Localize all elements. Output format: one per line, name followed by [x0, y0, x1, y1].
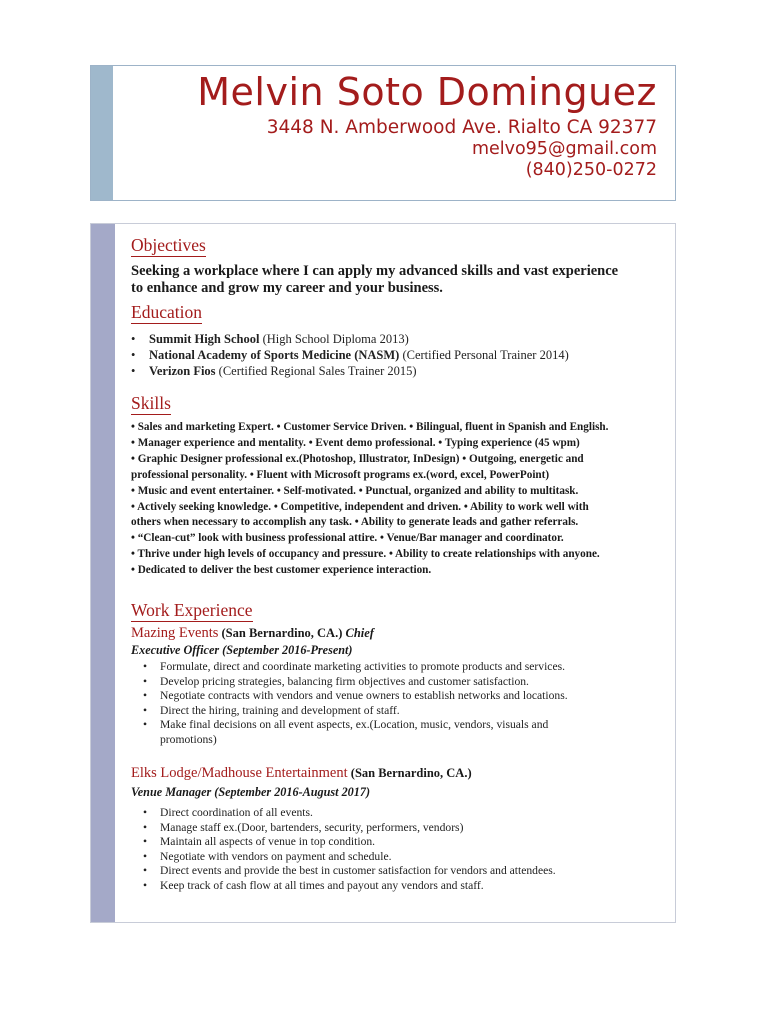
- skills-text: • Sales and marketing Expert. • Customer Service Driven. • Bilingual, fluent in Spanish and English. • Manager experience and mentality. • Event demo professional. • Typing experience (45 wpm) • Graphic Designer professional ex.(Photoshop, Illustrator, InDesign) • Outgoing, energetic and professional personality. • Fluent with Microsoft programs ex.(word, excel, PowerPoint) • Music and event entertainer. • Self-motivated. • Punctual, organized and ability to multitask. • Actively seeking knowledge. • Competitive, independent and driven. • Ability to work well with others when necessary to accomplish any task. • Ability to generate leads and gather referrals. • “Clean-cut” look with business professional attire. • Venue/Bar manager and coordinator. • Thrive under high levels of occupancy and pressure. • Ability to create relationships with anyone. • Dedicated to deliver the best customer experience interaction.: [131, 421, 609, 577]
- list-item: • Direct the hiring, training and development of staff.: [143, 704, 568, 719]
- list-item: • National Academy of Sports Medicine (NASM) (Certified Personal Trainer 2014): [131, 347, 569, 363]
- list-item: • Negotiate contracts with vendors and venue owners to establish networks and locations.: [143, 689, 568, 704]
- objectives-heading: Objectives: [131, 235, 206, 255]
- list-item-continuation: promotions): [160, 732, 217, 746]
- email[interactable]: melvo95@gmail.com: [471, 139, 657, 159]
- job-duties-list: [143, 660, 568, 748]
- list-item: • Verizon Fios (Certified Regional Sales Trainer 2015): [131, 363, 569, 379]
- contact-header: [90, 65, 676, 201]
- work-experience-heading: Work Experience: [131, 600, 253, 620]
- body-accent-bar: [91, 224, 115, 922]
- list-item: • Direct events and provide the best in customer satisfaction for vendors and attendees.: [143, 864, 556, 879]
- education-list: [131, 331, 569, 379]
- list-item: • Maintain all aspects of venue in top condition.: [143, 835, 556, 850]
- list-item: • Formulate, direct and coordinate marketing activities to promote products and services.: [143, 660, 568, 675]
- skills-heading: Skills: [131, 393, 171, 413]
- job-role: Executive Officer (September 2016-Present): [131, 643, 353, 657]
- candidate-name: Melvin Soto Dominguez: [197, 70, 657, 114]
- list-item: • Manage staff ex.(Door, bartenders, security, performers, vendors): [143, 821, 556, 836]
- job-duties-list: [143, 806, 556, 894]
- list-item: • Direct coordination of all events.: [143, 806, 556, 821]
- phone: (840)250-0272: [525, 160, 657, 180]
- list-item: • Develop pricing strategies, balancing firm objectives and customer satisfaction.: [143, 675, 568, 690]
- address: 3448 N. Amberwood Ave. Rialto CA 92377: [266, 117, 657, 138]
- objectives-text: Seeking a workplace where I can apply my advanced skills and vast experience to enhance and grow my career and your business.: [131, 263, 619, 296]
- header-accent-bar: [91, 66, 113, 200]
- job-role: Venue Manager (September 2016-August 2017): [131, 785, 371, 799]
- list-item: • Negotiate with vendors on payment and schedule.: [143, 850, 556, 865]
- job-company-line: Elks Lodge/Madhouse Entertainment (San Bernardino, CA.): [131, 765, 472, 781]
- education-heading: Education: [131, 302, 202, 322]
- list-item: • Make final decisions on all event aspects, ex.(Location, music, vendors, visuals and: [143, 718, 568, 733]
- job-company-line: Mazing Events (San Bernardino, CA.) Chief: [131, 625, 374, 641]
- list-item: • Keep track of cash flow at all times and payout any vendors and staff.: [143, 879, 556, 894]
- list-item: • Summit High School (High School Diploma 2013): [131, 331, 569, 347]
